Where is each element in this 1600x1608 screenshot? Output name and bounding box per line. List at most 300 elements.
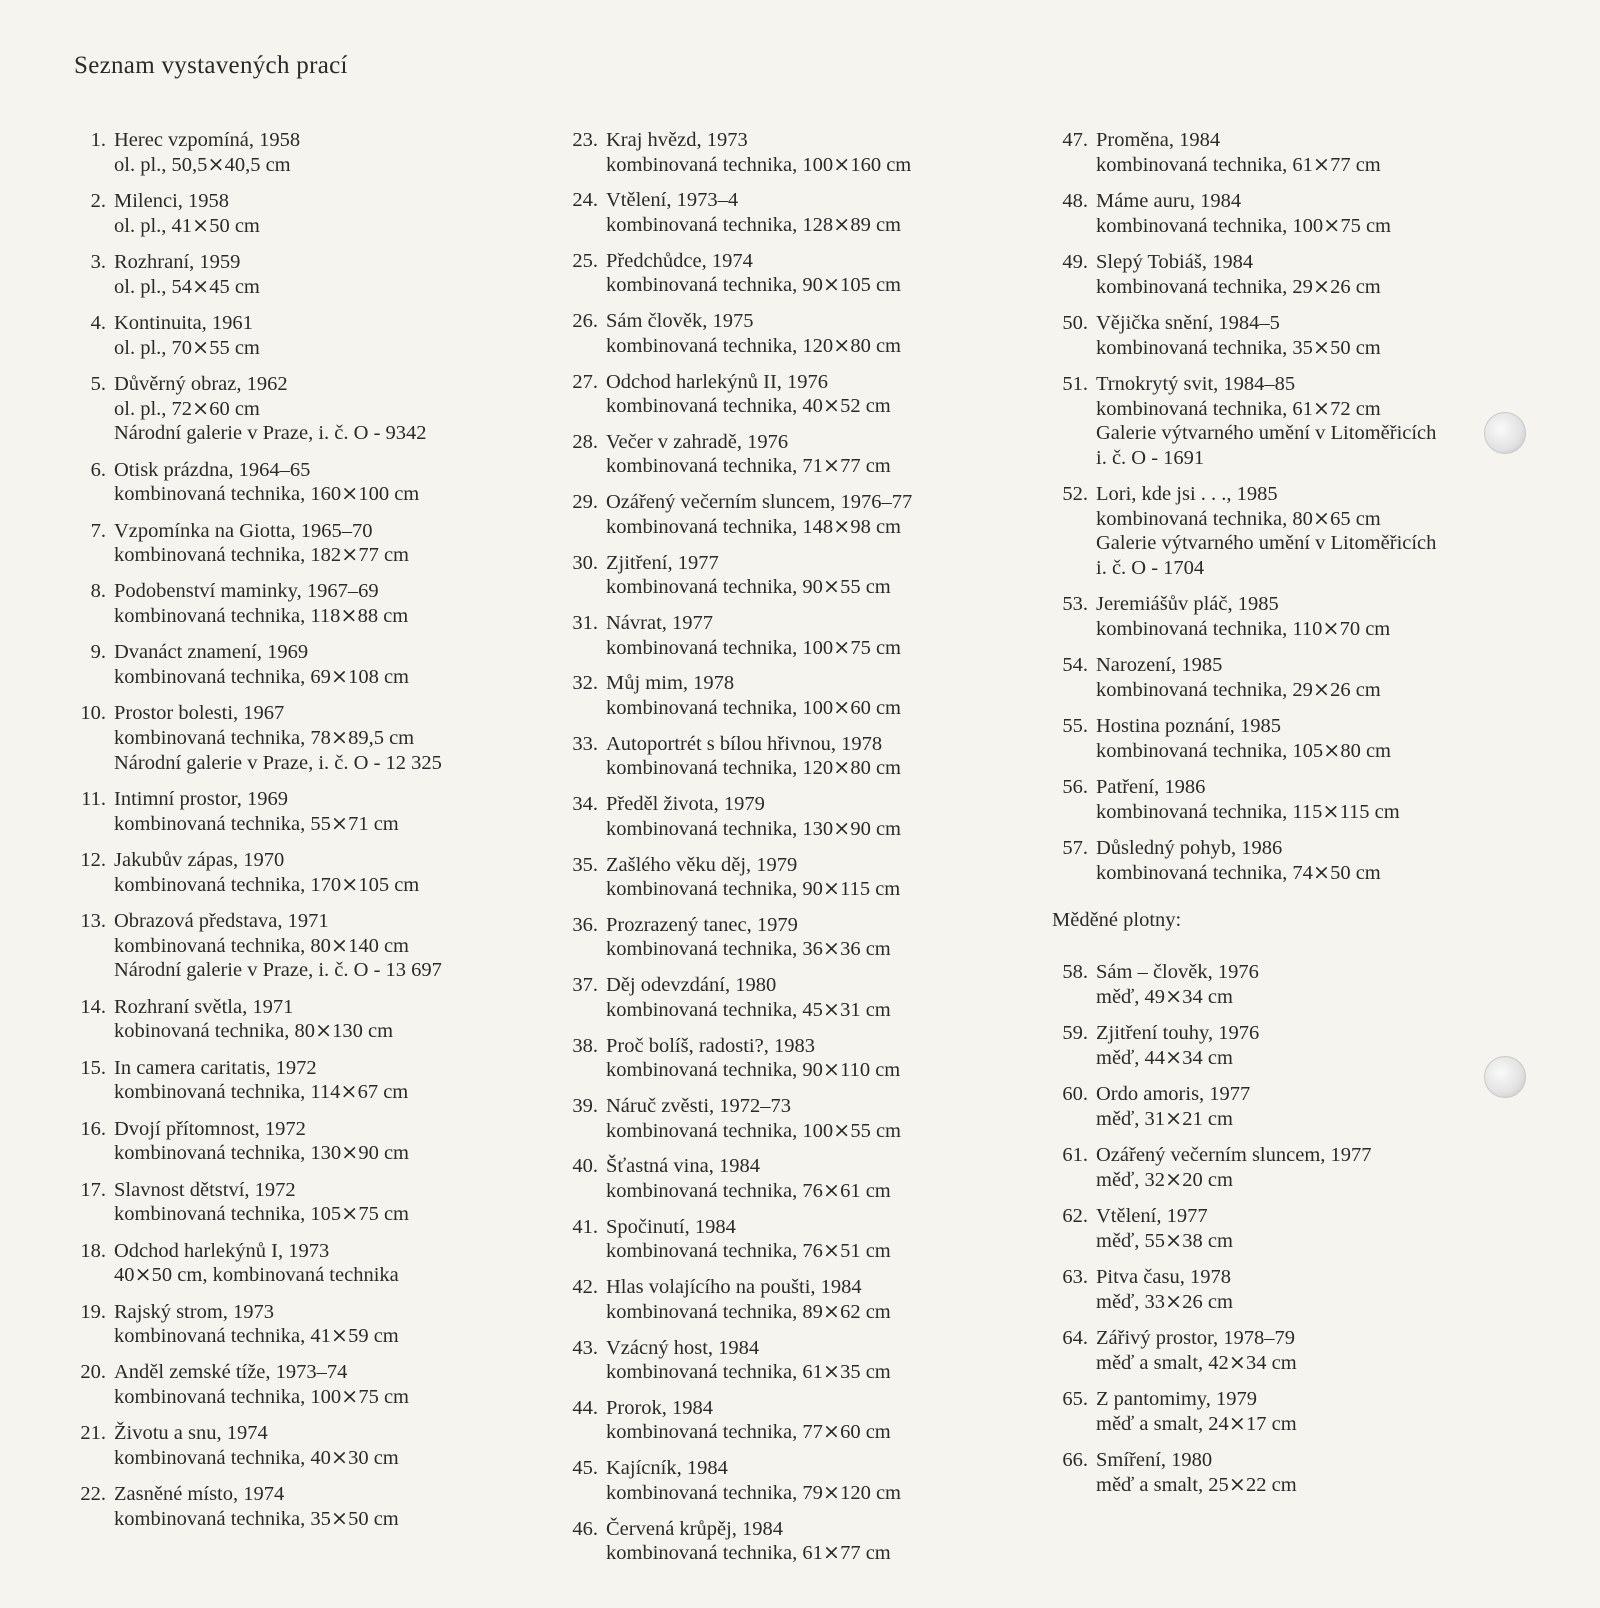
item-detail: kombinovaná technika, 105⨯80 cm — [1096, 739, 1391, 762]
item-title: Vzpomínka na Giotta, 1965–70 — [114, 519, 373, 542]
item-number: 56. — [1062, 776, 1088, 799]
list-item — [60, 701, 560, 775]
item-title: Proč bolíš, radosti?, 1983 — [606, 1034, 815, 1057]
item-detail: kombinovaná technika, 29⨯26 cm — [1096, 275, 1381, 298]
item-text — [1096, 1204, 1233, 1253]
item-title: Spočinutí, 1984 — [606, 1215, 736, 1238]
item-detail: kombinovaná technika, 77⨯60 cm — [606, 1421, 891, 1444]
punch-hole-icon — [1484, 1056, 1526, 1098]
item-number: 11. — [81, 788, 106, 811]
item-text — [606, 1456, 901, 1505]
list-item — [60, 519, 560, 568]
item-number: 6. — [90, 458, 106, 481]
item-detail: kombinovaná technika, 55⨯71 cm — [114, 812, 399, 835]
item-detail: Galerie výtvarného umění v Litoměřicích — [1096, 422, 1437, 445]
item-detail: kombinovaná technika, 61⨯35 cm — [606, 1361, 891, 1384]
item-detail: měď, 49⨯34 cm — [1096, 986, 1233, 1008]
item-title: Důvěrný obraz, 1962 — [114, 372, 288, 395]
item-title: Máme auru, 1984 — [1096, 189, 1242, 212]
item-number: 38. — [572, 1034, 598, 1057]
item-text — [606, 671, 901, 720]
item-detail: kombinovaná technika, 41⨯59 cm — [114, 1325, 399, 1348]
item-title: Důsledný pohyb, 1986 — [1096, 837, 1283, 860]
item-number: 29. — [572, 491, 598, 514]
item-title: Zjitření, 1977 — [606, 551, 719, 574]
item-detail: kombinovaná technika, 40⨯30 cm — [114, 1447, 399, 1470]
item-text — [1096, 714, 1391, 763]
item-number: 64. — [1062, 1327, 1088, 1350]
list-item — [1042, 1082, 1522, 1131]
item-number: 30. — [572, 551, 598, 574]
item-text — [114, 250, 260, 299]
column-1 — [60, 128, 560, 1543]
item-number: 36. — [572, 913, 598, 936]
item-title: Zářivý prostor, 1978–79 — [1096, 1327, 1296, 1350]
item-title: Z pantomimy, 1979 — [1096, 1388, 1257, 1411]
list-item — [60, 1421, 560, 1470]
item-detail: kombinovaná technika, 114⨯67 cm — [114, 1081, 409, 1104]
item-text — [114, 458, 419, 507]
item-number: 5. — [90, 372, 106, 395]
item-number: 58. — [1062, 961, 1088, 984]
item-title: Vějička snění, 1984–5 — [1096, 311, 1280, 334]
list-item — [552, 551, 1022, 600]
item-text — [606, 973, 891, 1022]
list-item — [552, 732, 1022, 781]
item-detail: Národní galerie v Praze, i. č. O - 9342 — [114, 422, 427, 445]
list-item — [60, 189, 560, 238]
column-3 — [1042, 128, 1522, 1509]
list-item — [1042, 128, 1522, 177]
item-detail: kobinovaná technika, 80⨯130 cm — [114, 1020, 394, 1043]
list-item — [552, 671, 1022, 720]
list-item — [552, 611, 1022, 660]
list-item — [60, 909, 560, 983]
item-text — [1096, 1326, 1297, 1375]
item-detail: kombinovaná technika, 35⨯50 cm — [114, 1508, 399, 1531]
item-text — [114, 311, 260, 360]
item-detail: kombinovaná technika, 128⨯89 cm — [606, 213, 901, 236]
list-item — [60, 1178, 560, 1227]
item-title: Otisk prázdna, 1964–65 — [114, 458, 311, 481]
item-detail: kombinovaná technika, 40⨯52 cm — [606, 395, 891, 418]
item-title: Podobenství maminky, 1967–69 — [114, 580, 379, 603]
list-item — [1042, 960, 1522, 1009]
list-item — [552, 370, 1022, 419]
item-detail: kombinovaná technika, 118⨯88 cm — [114, 605, 409, 628]
item-number: 27. — [572, 370, 598, 393]
item-detail: kombinovaná technika, 115⨯115 cm — [1096, 800, 1400, 823]
list-item — [60, 579, 560, 628]
item-detail: kombinovaná technika, 90⨯110 cm — [606, 1059, 901, 1082]
item-number: 52. — [1062, 483, 1088, 506]
item-title: Obrazová představa, 1971 — [114, 910, 329, 932]
page-title: Seznam vystavených prací — [74, 52, 348, 79]
item-text — [606, 913, 891, 962]
list-item — [552, 490, 1022, 539]
item-text — [606, 188, 901, 237]
item-detail: 40⨯50 cm, kombinovaná technika — [114, 1264, 399, 1287]
list-item — [1042, 714, 1522, 763]
item-number: 9. — [90, 641, 106, 664]
paintings-list — [1042, 128, 1522, 885]
item-detail: kombinovaná technika, 130⨯90 cm — [114, 1142, 409, 1165]
item-title: Rozhraní, 1959 — [114, 250, 241, 273]
item-title: Smíření, 1980 — [1096, 1449, 1213, 1472]
item-number: 60. — [1062, 1083, 1088, 1106]
item-text — [114, 1117, 409, 1166]
item-number: 66. — [1062, 1449, 1088, 1472]
item-text — [114, 909, 442, 983]
item-text — [1096, 1448, 1297, 1497]
item-title: Prorok, 1984 — [606, 1396, 714, 1419]
item-title: Předchůdce, 1974 — [606, 249, 753, 272]
item-text — [114, 372, 427, 446]
item-text — [606, 128, 911, 177]
item-title: Kajícník, 1984 — [606, 1457, 728, 1480]
list-item — [552, 128, 1022, 177]
item-detail: kombinovaná technika, 80⨯140 cm — [114, 934, 409, 957]
list-item — [1042, 1387, 1522, 1436]
item-title: Trnokrytý svit, 1984–85 — [1096, 372, 1296, 395]
item-number: 8. — [90, 580, 106, 603]
item-title: Vzácný host, 1984 — [606, 1336, 760, 1359]
item-number: 41. — [572, 1215, 598, 1238]
item-detail: ol. pl., 50,5⨯40,5 cm — [114, 153, 291, 176]
item-detail: kombinovaná technika, 130⨯90 cm — [606, 817, 901, 840]
item-detail: ol. pl., 72⨯60 cm — [114, 397, 260, 420]
item-number: 21. — [80, 1422, 106, 1445]
item-detail: měď, 32⨯20 cm — [1096, 1168, 1233, 1191]
item-detail: kombinovaná technika, 110⨯70 cm — [1096, 617, 1391, 640]
item-text — [1096, 250, 1381, 299]
item-text — [606, 1336, 891, 1385]
item-number: 35. — [572, 853, 598, 876]
item-number: 24. — [572, 189, 598, 212]
item-number: 7. — [90, 519, 106, 542]
item-title: Pitva času, 1978 — [1096, 1266, 1231, 1289]
list-item — [552, 1517, 1022, 1566]
item-detail: měď a smalt, 42⨯34 cm — [1096, 1351, 1297, 1374]
list-item — [552, 188, 1022, 237]
item-title: Hostina poznání, 1985 — [1096, 715, 1282, 738]
item-text — [114, 787, 399, 836]
list-item — [60, 1300, 560, 1349]
item-detail: kombinovaná technika, 61⨯77 cm — [1096, 153, 1381, 176]
item-detail: kombinovaná technika, 100⨯160 cm — [606, 153, 912, 176]
list-item — [60, 311, 560, 360]
item-detail: Národní galerie v Praze, i. č. O - 13 697 — [114, 959, 442, 982]
item-number: 16. — [80, 1117, 106, 1140]
item-text — [1096, 1387, 1297, 1436]
list-item — [60, 372, 560, 446]
item-title: Červená krůpěj, 1984 — [606, 1517, 784, 1540]
item-detail: i. č. O - 1691 — [1096, 446, 1205, 469]
list-item — [552, 913, 1022, 962]
item-text — [114, 519, 409, 568]
item-detail: i. č. O - 1704 — [1096, 556, 1205, 579]
list-item — [552, 973, 1022, 1022]
item-detail: ol. pl., 41⨯50 cm — [114, 214, 260, 237]
item-title: Ozářený večerním sluncem, 1977 — [1096, 1144, 1372, 1167]
item-title: Milenci, 1958 — [114, 189, 230, 212]
item-title: Zasněné místo, 1974 — [114, 1483, 285, 1506]
item-detail: ol. pl., 70⨯55 cm — [114, 336, 260, 359]
item-detail: kombinovaná technika, 100⨯60 cm — [606, 696, 901, 719]
item-text — [114, 848, 419, 897]
list-item — [552, 1034, 1022, 1083]
item-detail: kombinovaná technika, 80⨯65 cm — [1096, 507, 1381, 530]
item-detail: kombinovaná technika, 90⨯105 cm — [606, 274, 901, 297]
item-number: 20. — [80, 1361, 106, 1384]
item-text — [114, 1360, 409, 1409]
list-item — [1042, 1143, 1522, 1192]
item-number: 17. — [80, 1178, 106, 1201]
item-detail: kombinovaná technika, 100⨯75 cm — [114, 1386, 409, 1409]
item-detail: kombinovaná technika, 45⨯31 cm — [606, 998, 891, 1021]
item-number: 42. — [572, 1276, 598, 1299]
item-detail: měď a smalt, 25⨯22 cm — [1096, 1473, 1297, 1496]
item-detail: kombinovaná technika, 182⨯77 cm — [114, 544, 409, 567]
item-detail: kombinovaná technika, 90⨯55 cm — [606, 576, 891, 599]
item-text — [606, 1396, 891, 1445]
item-text — [1096, 1021, 1259, 1070]
item-detail: kombinovaná technika, 78⨯89,5 cm — [114, 727, 415, 750]
list-item — [552, 1215, 1022, 1264]
item-detail: měď, 31⨯21 cm — [1096, 1107, 1233, 1130]
item-detail: kombinovaná technika, 160⨯100 cm — [114, 483, 420, 506]
item-text — [114, 1421, 399, 1470]
item-text — [114, 579, 408, 628]
column-2 — [552, 128, 1022, 1577]
item-number: 48. — [1062, 189, 1088, 212]
item-number: 57. — [1062, 837, 1088, 860]
item-detail: kombinovaná technika, 100⨯75 cm — [1096, 214, 1391, 237]
copper-plates-list — [1042, 960, 1522, 1497]
item-title: Sám člověk, 1975 — [606, 310, 754, 333]
item-title: Herec vzpomíná, 1958 — [114, 129, 301, 151]
item-title: Lori, kde jsi . . ., 1985 — [1096, 483, 1278, 506]
item-detail: Galerie výtvarného umění v Litoměřicích — [1096, 532, 1437, 555]
item-title: Rajský strom, 1973 — [114, 1300, 275, 1323]
copper-plates-heading: Měděné plotny: — [1052, 909, 1182, 932]
item-text — [1096, 836, 1381, 885]
item-detail: kombinovaná technika, 90⨯115 cm — [606, 878, 901, 901]
item-text — [114, 1239, 399, 1288]
item-text — [114, 640, 409, 689]
list-item — [1042, 482, 1522, 580]
item-title: Jakubův zápas, 1970 — [114, 849, 285, 872]
item-detail: kombinovaná technika, 105⨯75 cm — [114, 1203, 409, 1226]
item-number: 15. — [80, 1056, 106, 1079]
item-detail: kombinovaná technika, 148⨯98 cm — [606, 515, 901, 538]
item-number: 3. — [90, 250, 106, 273]
item-title: Předěl života, 1979 — [606, 793, 765, 816]
item-number: 23. — [572, 129, 598, 151]
item-number: 45. — [572, 1457, 598, 1480]
list-item — [1042, 250, 1522, 299]
item-title: Kontinuita, 1961 — [114, 311, 253, 334]
item-detail: ol. pl., 54⨯45 cm — [114, 275, 260, 298]
item-title: Ordo amoris, 1977 — [1096, 1083, 1251, 1106]
item-number: 43. — [572, 1336, 598, 1359]
item-text — [606, 1034, 900, 1083]
item-title: Životu a snu, 1974 — [114, 1422, 268, 1445]
item-text — [1096, 592, 1390, 641]
item-detail: kombinovaná technika, 89⨯62 cm — [606, 1300, 891, 1323]
list-item — [60, 1482, 560, 1531]
item-number: 49. — [1062, 250, 1088, 273]
list-item — [552, 1336, 1022, 1385]
item-title: Zašlého věku děj, 1979 — [606, 853, 798, 876]
list-item — [1042, 372, 1522, 470]
list-item — [552, 1094, 1022, 1143]
item-detail: kombinovaná technika, 76⨯51 cm — [606, 1240, 891, 1263]
list-item — [552, 309, 1022, 358]
item-text — [1096, 1265, 1233, 1314]
item-title: Náruč zvěsti, 1972–73 — [606, 1095, 792, 1117]
item-title: Děj odevzdání, 1980 — [606, 974, 777, 997]
list-item — [1042, 653, 1522, 702]
item-number: 28. — [572, 430, 598, 453]
item-number: 14. — [80, 995, 106, 1018]
list-item — [60, 128, 560, 177]
item-text — [114, 1056, 408, 1105]
item-title: Odchod harlekýnů II, 1976 — [606, 370, 829, 393]
list-item — [552, 1275, 1022, 1324]
list-item — [552, 853, 1022, 902]
item-detail: kombinovaná technika, 170⨯105 cm — [114, 873, 420, 896]
item-title: Návrat, 1977 — [606, 612, 714, 634]
item-title: Kraj hvězd, 1973 — [606, 129, 748, 151]
item-detail: kombinovaná technika, 35⨯50 cm — [1096, 336, 1381, 359]
list-item — [60, 995, 560, 1044]
list-item — [60, 250, 560, 299]
item-number: 19. — [80, 1300, 106, 1323]
item-title: In camera caritatis, 1972 — [114, 1056, 317, 1079]
item-number: 10. — [80, 702, 106, 725]
list-item — [1042, 1021, 1522, 1070]
item-title: Ozářený večerním sluncem, 1976–77 — [606, 491, 913, 514]
list-item — [60, 640, 560, 689]
item-title: Vtělení, 1973–4 — [606, 189, 739, 212]
item-number: 40. — [572, 1155, 598, 1178]
item-title: Vtělení, 1977 — [1096, 1205, 1208, 1228]
item-text — [114, 189, 260, 238]
item-text — [1096, 482, 1436, 580]
item-title: Rozhraní světla, 1971 — [114, 995, 294, 1018]
item-number: 1. — [90, 129, 106, 151]
item-number: 13. — [80, 910, 106, 932]
item-text — [606, 1215, 891, 1264]
item-text — [114, 995, 393, 1044]
list-item — [1042, 311, 1522, 360]
item-number: 37. — [572, 974, 598, 997]
list-item — [552, 1154, 1022, 1203]
item-text — [606, 792, 901, 841]
item-number: 33. — [572, 732, 598, 755]
item-detail: kombinovaná technika, 61⨯72 cm — [1096, 397, 1381, 420]
list-item — [552, 1456, 1022, 1505]
item-detail: kombinovaná technika, 100⨯55 cm — [606, 1119, 901, 1142]
item-text — [606, 370, 891, 419]
item-text — [606, 490, 912, 539]
item-number: 34. — [572, 793, 598, 816]
item-text — [606, 1154, 891, 1203]
item-detail: měď a smalt, 24⨯17 cm — [1096, 1412, 1297, 1435]
item-text — [1096, 189, 1391, 238]
item-title: Slepý Tobiáš, 1984 — [1096, 250, 1254, 273]
item-text — [114, 701, 442, 775]
item-number: 54. — [1062, 654, 1088, 677]
item-text — [606, 732, 901, 781]
item-number: 55. — [1062, 715, 1088, 738]
list-item — [1042, 1204, 1522, 1253]
item-number: 63. — [1062, 1266, 1088, 1289]
item-title: Slavnost dětství, 1972 — [114, 1178, 296, 1201]
item-detail: kombinovaná technika, 69⨯108 cm — [114, 666, 409, 689]
list-item — [1042, 836, 1522, 885]
list-item — [552, 1396, 1022, 1445]
list-item — [60, 1239, 560, 1288]
item-text — [1096, 1082, 1250, 1131]
list-item — [60, 848, 560, 897]
item-text — [606, 1094, 901, 1143]
item-text — [606, 1275, 891, 1324]
item-text — [606, 249, 901, 298]
item-text — [114, 1300, 399, 1349]
item-number: 44. — [572, 1396, 598, 1419]
item-title: Autoportrét s bílou hřivnou, 1978 — [606, 732, 883, 755]
item-title: Můj mim, 1978 — [606, 672, 735, 695]
item-text — [1096, 311, 1381, 360]
item-number: 46. — [572, 1517, 598, 1540]
item-number: 53. — [1062, 593, 1088, 616]
list-item — [1042, 1265, 1522, 1314]
list-item — [1042, 592, 1522, 641]
item-number: 51. — [1062, 372, 1088, 395]
item-detail: kombinovaná technika, 36⨯36 cm — [606, 938, 891, 961]
item-detail: kombinovaná technika, 79⨯120 cm — [606, 1481, 901, 1504]
item-title: Hlas volajícího na poušti, 1984 — [606, 1276, 862, 1299]
item-title: Sám – člověk, 1976 — [1096, 961, 1259, 984]
item-number: 12. — [80, 849, 106, 872]
item-text — [606, 853, 900, 902]
item-text — [606, 430, 891, 479]
item-title: Dvojí přítomnost, 1972 — [114, 1117, 306, 1140]
item-number: 2. — [90, 189, 106, 212]
list-item — [60, 787, 560, 836]
list-item — [1042, 1448, 1522, 1497]
item-title: Patření, 1986 — [1096, 776, 1206, 799]
item-number: 59. — [1062, 1022, 1088, 1045]
item-text — [1096, 960, 1259, 1009]
list-item — [552, 792, 1022, 841]
item-detail: měď, 33⨯26 cm — [1096, 1290, 1233, 1313]
list-item — [60, 1056, 560, 1105]
punch-hole-icon — [1484, 412, 1526, 454]
item-number: 47. — [1062, 129, 1088, 151]
item-text — [1096, 775, 1400, 824]
item-number: 50. — [1062, 311, 1088, 334]
item-title: Večer v zahradě, 1976 — [606, 430, 789, 453]
item-detail: Národní galerie v Praze, i. č. O - 12 325 — [114, 751, 442, 774]
list-item — [552, 430, 1022, 479]
item-detail: měď, 44⨯34 cm — [1096, 1046, 1233, 1069]
item-number: 4. — [90, 311, 106, 334]
list-item — [60, 1117, 560, 1166]
item-text — [1096, 653, 1381, 702]
